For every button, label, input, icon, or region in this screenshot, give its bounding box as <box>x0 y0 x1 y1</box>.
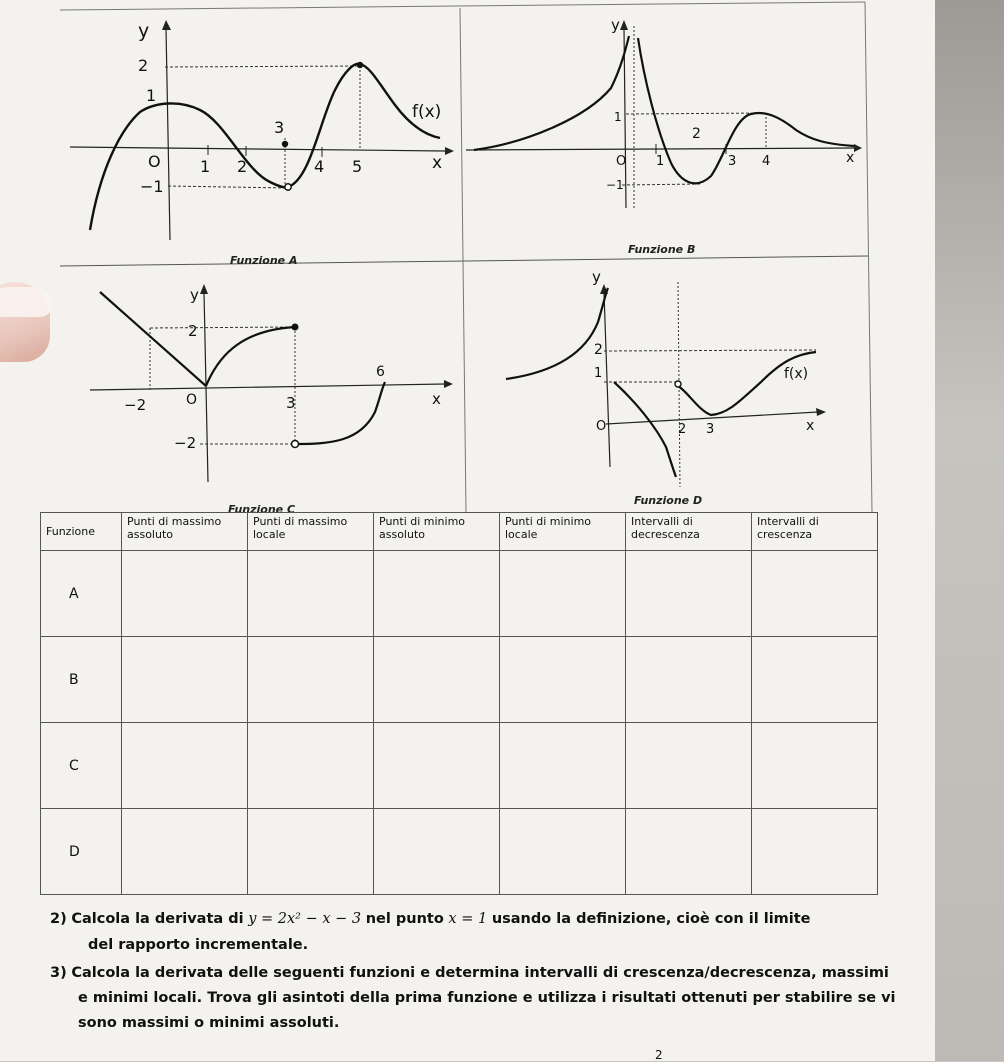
page-number: 2 <box>655 1048 663 1062</box>
tick-label: 6 <box>376 364 385 380</box>
question-3-line-3 <box>78 1012 339 1034</box>
table-cell <box>374 551 500 637</box>
table-cell <box>752 551 878 637</box>
table-cell <box>500 551 626 637</box>
question-text: usando la definizione, cioè con il limite <box>491 911 811 927</box>
tick-label: 1 <box>614 110 622 124</box>
origin-label: O <box>596 419 607 434</box>
table-row <box>41 723 878 809</box>
table-cell <box>122 723 248 809</box>
axis-y-label-a: y <box>138 20 150 42</box>
formula: x = 1 <box>448 911 488 927</box>
question-2-continued <box>88 934 308 956</box>
axis-y-label-c: y <box>190 286 199 304</box>
axis-x-label-b: x <box>846 150 855 166</box>
question-text: e minimi locali. Trova gli asintoti della prima funzione e utilizza i risultati ottenuti per stabilire se vi <box>78 990 896 1006</box>
table-cell <box>248 809 374 895</box>
question-text: Calcola la derivata di <box>71 911 244 927</box>
table-row <box>41 637 878 723</box>
formula: y = 2x² − x − 3 <box>248 911 362 927</box>
tick-label: 2 <box>678 422 687 437</box>
question-text: sono massimi o minimi assoluti. <box>78 1015 340 1031</box>
origin-label: O <box>148 152 161 171</box>
tick-label: 2 <box>692 126 701 142</box>
figure-title-d: Funzione D <box>634 494 703 507</box>
tick-label: 2 <box>138 56 149 75</box>
table-cell <box>122 809 248 895</box>
table-header-cell: Punti di minimo locale <box>500 513 626 551</box>
table-header-cell: Punti di minimo assoluto <box>374 513 500 551</box>
figure-title-a: Funzione A <box>230 254 298 267</box>
table-row <box>41 551 878 637</box>
tick-label: −2 <box>124 396 147 414</box>
axis-x-label-d: x <box>806 418 815 434</box>
table-header-cell: Intervalli di crescenza <box>752 513 878 551</box>
row-label: C <box>41 723 122 809</box>
figure-title-c: Funzione C <box>228 503 296 516</box>
tick-label: −1 <box>140 177 164 196</box>
axis-x-label-a: x <box>432 153 443 173</box>
question-text: del rapporto incrementale. <box>88 937 309 953</box>
tick-label: 3 <box>728 154 737 169</box>
tick-label: 1 <box>594 366 603 381</box>
table-cell <box>248 637 374 723</box>
tick-label: 2 <box>237 157 248 176</box>
origin-label: O <box>186 392 198 408</box>
table-header-cell: Punti di massimo locale <box>248 513 374 551</box>
table-cell <box>752 809 878 895</box>
summary-table <box>40 512 878 895</box>
axis-y-label-b: y <box>611 16 620 34</box>
function-label-d: f(x) <box>784 366 809 382</box>
table-row <box>41 809 878 895</box>
table-header-cell: Funzione <box>41 513 122 551</box>
axis-y-label-d: y <box>592 268 601 286</box>
figure-title-b: Funzione B <box>628 243 696 256</box>
question-2 <box>50 908 811 930</box>
tick-label: 4 <box>762 154 771 169</box>
tick-label: 3 <box>286 394 296 412</box>
tick-label: 1 <box>146 86 157 105</box>
question-text: Calcola la derivata delle seguenti funzioni e determina intervalli di crescenza/decrescenza, massimi <box>71 965 889 981</box>
tick-label: 3 <box>706 422 715 437</box>
question-3 <box>50 962 889 984</box>
figure-funzione-a <box>60 10 460 270</box>
table-cell <box>248 723 374 809</box>
tick-label: −2 <box>174 434 197 452</box>
tick-label: 1 <box>656 154 665 169</box>
table-header-row <box>41 513 878 551</box>
tick-label: 2 <box>188 322 198 340</box>
table-header-cell: Intervalli di decrescenza <box>626 513 752 551</box>
table-cell <box>626 551 752 637</box>
table-cell <box>752 723 878 809</box>
table-cell <box>248 551 374 637</box>
table-cell <box>122 551 248 637</box>
fingernail <box>0 287 52 317</box>
table-cell <box>374 637 500 723</box>
function-label-a: f(x) <box>412 102 442 122</box>
figure-funzione-d <box>466 262 866 497</box>
row-label: D <box>41 809 122 895</box>
origin-label: O <box>616 154 627 169</box>
question-number: 3) <box>50 965 67 981</box>
tick-label: −1 <box>606 178 624 192</box>
table-cell <box>500 809 626 895</box>
axis-x-label-c: x <box>432 390 441 408</box>
table-cell <box>122 637 248 723</box>
tick-label: 2 <box>594 342 603 358</box>
figure-funzione-c <box>60 272 460 502</box>
tick-label: 5 <box>352 157 363 176</box>
question-3-line-2 <box>78 987 896 1009</box>
tick-label: 4 <box>314 157 325 176</box>
table-cell <box>626 723 752 809</box>
tick-label: 3 <box>274 118 285 137</box>
table-cell <box>752 637 878 723</box>
tick-label: 1 <box>200 157 211 176</box>
table-cell <box>626 809 752 895</box>
row-label: B <box>41 637 122 723</box>
table-header-cell: Punti di massimo assoluto <box>122 513 248 551</box>
question-text: nel punto <box>365 911 444 927</box>
table-cell <box>626 637 752 723</box>
question-number: 2) <box>50 911 67 927</box>
row-label: A <box>41 551 122 637</box>
table-cell <box>500 723 626 809</box>
table-cell <box>500 637 626 723</box>
figure-funzione-b <box>466 8 866 253</box>
table-cell <box>374 809 500 895</box>
table-cell <box>374 723 500 809</box>
background-surface <box>925 0 1004 1061</box>
